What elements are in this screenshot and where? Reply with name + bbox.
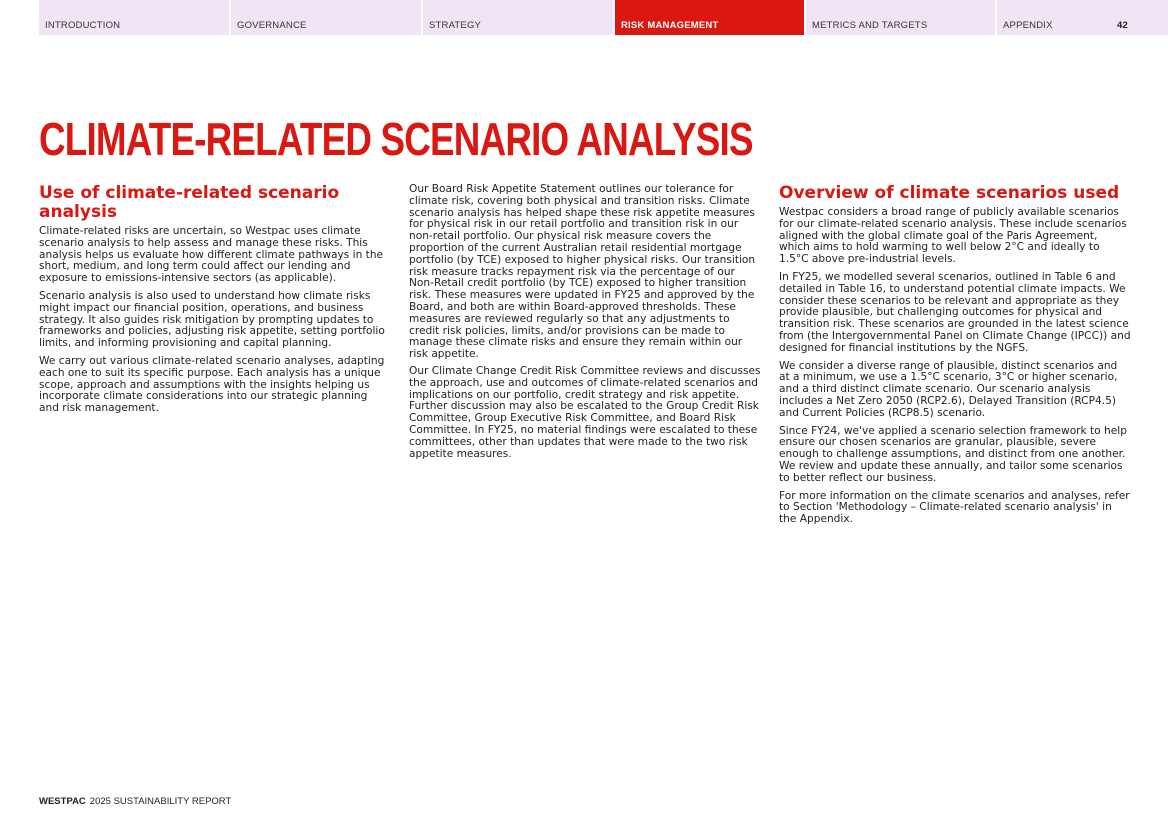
paragraph: For more information on the climate scenarios and analyses, refer to Section 'Methodology – Climate-related scenario analysis' in the Appendix. (779, 489, 1130, 526)
column-scenario-analysis-use (39, 184, 389, 421)
paragraph: In FY25, we modelled several scenarios, outlined in Table 6 and detailed in Table 16, to understand potential climate impacts. We consider these scenarios to be relevant and appropriate as they provide plausible, but challenging outcomes for physical and transition risk. These scenarios are grounded in the latest science from (the Intergovernmental Panel on Climate Change (IPCC)) and designed for financial institutions by the NGFS. (779, 270, 1131, 354)
footer (39, 796, 231, 807)
tab-introduction[interactable]: INTRODUCTION (39, 0, 229, 35)
tab-appendix[interactable] (997, 0, 1168, 35)
tab-metrics-and-targets[interactable]: METRICS AND TARGETS (806, 0, 995, 35)
paragraph: We consider a diverse range of plausible, distinct scenarios and at a minimum, we use a 1.5°C scenario, 3°C or higher scenario, and a third distinct climate scenario. Our scenario analysis includes a Net Zero 2050 (RCP2.6), Delayed Transition (RCP4.5) and Current Policies (RCP8.5) scenario. (779, 359, 1118, 419)
column-risk-appetite (409, 184, 761, 466)
paragraph: We carry out various climate-related scenario analyses, adapting each one to suit its specific purpose. Each analysis has a unique scope, approach and assumptions with the insights helping us incorporate climate considerations into our strategic planning and risk management. (39, 354, 385, 415)
tab-risk-management[interactable]: RISK MANAGEMENT (615, 0, 804, 35)
paragraph: Our Climate Change Credit Risk Committee reviews and discusses the approach, use and outcomes of climate-related scenarios and implications on our portfolio, credit strategy and risk appetite. Further discussion may also be escalated to the Group Credit Risk Committee, Group Executive Risk Committee, and Board Risk Committee. In FY25, no material findings were escalated to these committees, other than updates that were made to the two risk appetite measures. (409, 364, 761, 460)
tab-appendix-label: APPENDIX (1003, 20, 1053, 31)
paragraph: Our Board Risk Appetite Statement outlines our tolerance for climate risk, covering both physical and transition risks. Climate scenario analysis has helped shape these risk appetite measures for physical risk in our retail portfolio and transition risk in our non-retail portfolio. Our physical risk measure covers the proportion of the current Australian retail residential mortgage portfolio (by TCE) exposed to higher physical risks. Our transition risk measure tracks repayment risk via the percentage of our Non-Retail credit portfolio (by TCE) exposed to higher transition risk. These measures were updated in FY25 and approved by the Board, and both are within Board-approved thresholds. These measures are reviewed regularly so that any adjustments to credit risk policies, limits, and/or provisions can be made to manage these climate risks and ensure they remain within our risk appetite. (409, 183, 756, 361)
page-number: 42 (1117, 20, 1128, 31)
tab-governance[interactable]: GOVERNANCE (231, 0, 421, 35)
top-navigation (39, 0, 1168, 35)
section-heading-use: Use of climate-related scenario analysis (39, 183, 340, 222)
column-scenarios-overview (779, 184, 1131, 532)
section-heading-overview: Overview of climate scenarios used (779, 183, 1120, 203)
paragraph: Westpac considers a broad range of publicly available scenarios for our climate-related scenario analysis. These include scenarios aligned with the global climate goal of the Paris Agreement, which aims to hold warming to well below 2°C and ideally to 1.5°C above pre-industrial levels. (779, 206, 1127, 266)
footer-report-title: 2025 SUSTAINABILITY REPORT (89, 796, 232, 807)
footer-brand: WESTPAC (39, 796, 86, 807)
tab-strategy[interactable]: STRATEGY (423, 0, 613, 35)
paragraph: Since FY24, we've applied a scenario selection framework to help ensure our chosen scenarios are granular, plausible, severe enough to challenge assumptions, and distinct from one another. We review and update these annually, and tailor some scenarios to better reflect our business. (779, 424, 1127, 484)
page-title: CLIMATE-RELATED SCENARIO ANALYSIS (39, 113, 753, 165)
paragraph: Scenario analysis is also used to understand how climate risks might impact our financial position, operations, and business strategy. It also guides risk mitigation by prompting updates to frameworks and policies, adjusting risk appetite, setting portfolio limits, and informing provisioning and capital planning. (39, 289, 385, 350)
paragraph: Climate-related risks are uncertain, so Westpac uses climate scenario analysis to help assess and manage these risks. This analysis helps us evaluate how different climate pathways in the short, medium, and long term could affect our lending and exposure to emissions-intensive sectors (as applicable). (39, 225, 384, 285)
